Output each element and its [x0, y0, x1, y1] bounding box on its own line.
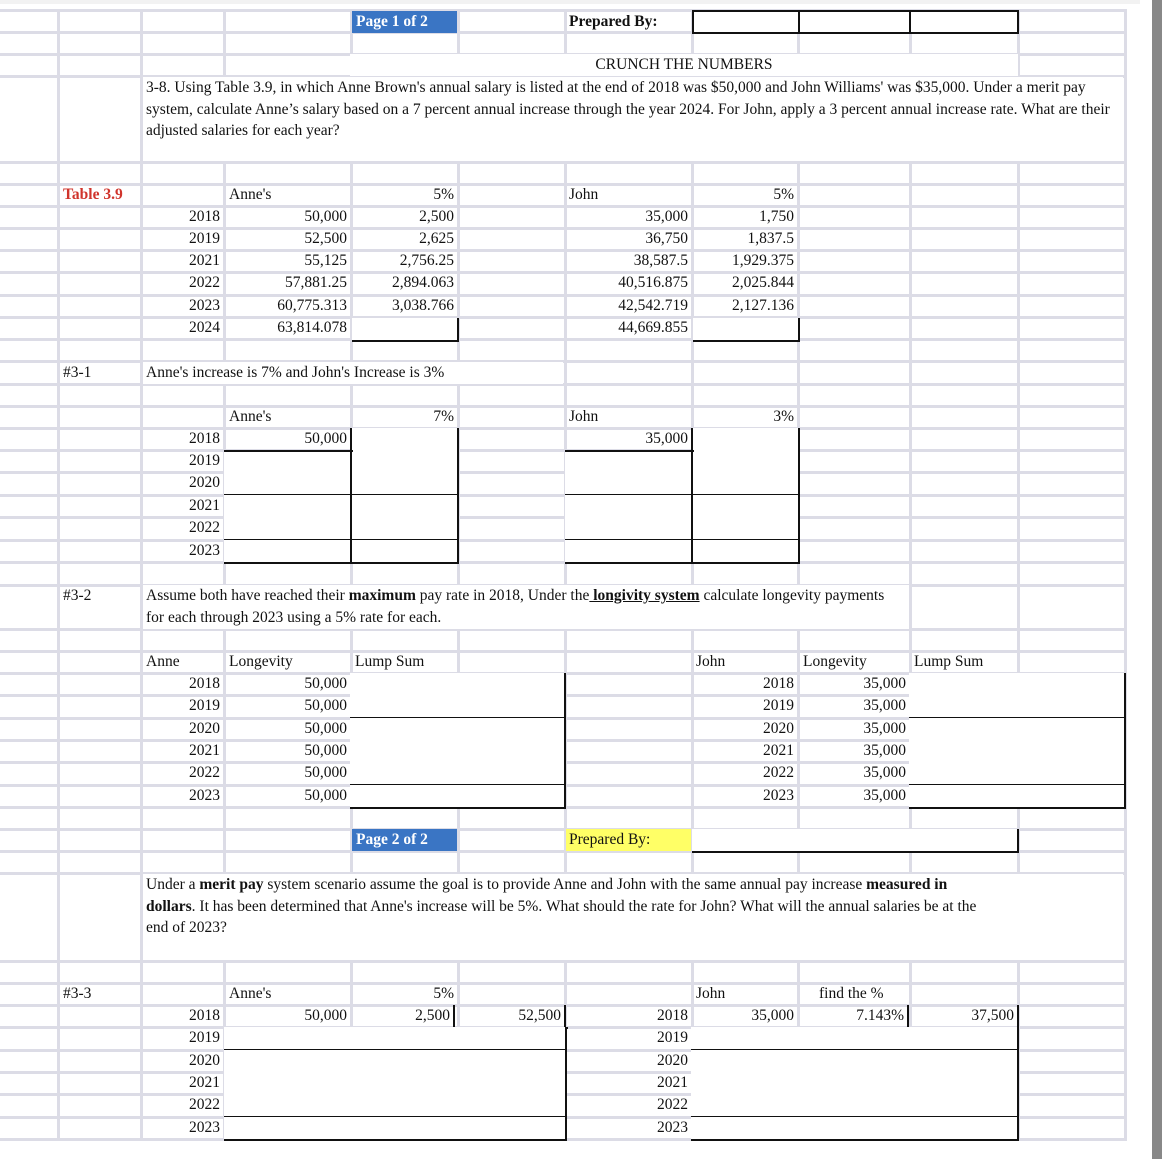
q32-text-post: calculate longevity payments for each through 2023 using a 5% rate for each. — [146, 587, 885, 626]
q31-john-start: 35,000 — [645, 430, 688, 447]
grid-line — [0, 161, 1127, 164]
table-year: 2018 — [189, 208, 220, 225]
q31-year: 2018 — [189, 430, 220, 447]
q33-anne-increase-input[interactable] — [350, 1117, 459, 1141]
q33-anne-header: Anne's — [229, 985, 272, 1002]
q33-label: #3-3 — [63, 985, 92, 1002]
q32-text-pre: Assume both have reached their — [146, 587, 349, 604]
q33-anne-total-input[interactable] — [457, 1027, 567, 1051]
grid-line — [140, 10, 143, 1140]
q31-john-increase-input[interactable] — [691, 472, 800, 496]
q33-row1-bottom-john[interactable] — [797, 1005, 1019, 1029]
q33-anne-total: 52,500 — [459, 1005, 566, 1027]
q33-anne-year: 2018 — [189, 1007, 220, 1024]
toolbar-edge — [0, 0, 1140, 4]
page-2-question-text — [143, 874, 1123, 960]
anne-header: Anne's — [229, 186, 272, 203]
q33-anne-salary-input[interactable] — [224, 1094, 353, 1118]
john-salary: 40,516.875 — [618, 274, 688, 291]
q33-anne-increase-input[interactable] — [350, 1072, 459, 1096]
q33-anne-increase-input[interactable] — [350, 1050, 459, 1074]
q32-john-lump-sum-input[interactable] — [909, 673, 1019, 697]
q32-john-year: 2020 — [763, 720, 794, 737]
q31-john-salary-input[interactable] — [565, 540, 694, 564]
q33-john-year: 2018 — [657, 1007, 688, 1024]
q31-anne-increase-input[interactable] — [350, 495, 459, 519]
anne-increase: 2,625 — [419, 230, 454, 247]
q33-anne-year: 2021 — [189, 1074, 220, 1091]
q32-john-lump-sum-input[interactable] — [909, 718, 1019, 742]
grid-line — [350, 10, 353, 1140]
q32-john-extra-input[interactable] — [1017, 740, 1126, 764]
page-2-prepared-by-input-1[interactable] — [692, 829, 800, 853]
q32-anne-longevity: 50,000 — [304, 787, 347, 804]
john-salary: 36,750 — [645, 230, 688, 247]
john-salary: 35,000 — [645, 208, 688, 225]
q31-john-salary-input[interactable] — [565, 517, 694, 541]
page2-text-bold2: measured in dollars — [146, 876, 948, 915]
page-2-prepared-by-input-3[interactable] — [909, 829, 1019, 853]
q32-john-lump-sum-input[interactable] — [909, 695, 1019, 719]
grid-line — [57, 10, 60, 1140]
q31-anne-salary-input[interactable] — [224, 517, 353, 541]
q32-text-underline: longivity system — [589, 587, 700, 604]
q31-anne-salary-input[interactable] — [224, 472, 353, 496]
q31-john-rate: 3% — [773, 408, 794, 425]
q33-john-rate-input[interactable] — [797, 1027, 911, 1051]
page-2-prepared-by-input-2[interactable] — [798, 829, 911, 853]
john-increase: 1,929.375 — [732, 252, 794, 269]
q32-anne-year: 2018 — [189, 675, 220, 692]
q33-john-year: 2021 — [657, 1074, 688, 1091]
q33-john-total-input[interactable] — [909, 1094, 1019, 1118]
q31-year: 2020 — [189, 474, 220, 491]
q32-john-year: 2021 — [763, 742, 794, 759]
q33-anne-salary-input[interactable] — [224, 1027, 353, 1051]
q32-john-year: 2022 — [763, 764, 794, 781]
q32-text-bold: maximum — [348, 587, 416, 604]
anne-salary: 57,881.25 — [285, 274, 347, 291]
john-salary: 38,587.5 — [633, 252, 688, 269]
table-year: 2023 — [189, 297, 220, 314]
q33-anne-total-input[interactable] — [457, 1094, 567, 1118]
john-header: John — [569, 186, 599, 203]
q32-anne-longevity: 50,000 — [304, 720, 347, 737]
page2-text-mid: system scenario assume the goal is to provide Anne and John with the same annual pay increase — [263, 876, 867, 893]
anne-increase: 2,894.063 — [392, 274, 454, 291]
table-year: 2021 — [189, 252, 220, 269]
q33-john-salary-input[interactable] — [691, 1050, 800, 1074]
john-increase: 2,025.844 — [732, 274, 794, 291]
q32-anne-longevity: 50,000 — [304, 675, 347, 692]
q31-anne-increase-input[interactable] — [350, 517, 459, 541]
q31-label: #3-1 — [63, 364, 92, 381]
q33-anne-year: 2022 — [189, 1096, 220, 1113]
q31-john-2018-bottom[interactable] — [565, 428, 694, 452]
q31-anne-salary-input[interactable] — [224, 495, 353, 519]
q31-anne-increase-input[interactable] — [350, 540, 459, 564]
q31-year: 2019 — [189, 452, 220, 469]
q33-anne-salary-input[interactable] — [224, 1050, 353, 1074]
problem-3-8-text: 3-8. Using Table 3.9, in which Anne Brown's annual salary is listed at the end of 2018 was $50,000 and John Williams' was $35,000. Under a merit pay system, calculate Anne’s salary based on a 7 percent annual increase through the year 2024. For John, apply a 3 percent annual increase rate. What are their adjusted salaries for each year? — [143, 77, 1123, 161]
q33-john-rate-input[interactable] — [797, 1072, 911, 1096]
q32-john-extra-input[interactable] — [1017, 695, 1126, 719]
q32-anne-extra-input[interactable] — [457, 762, 566, 786]
q33-anne-year: 2019 — [189, 1029, 220, 1046]
q31-john-header: John — [569, 408, 599, 425]
anne-salary: 50,000 — [304, 208, 347, 225]
q33-john-salary-input[interactable] — [691, 1072, 800, 1096]
vertical-scrollbar[interactable] — [1152, 0, 1162, 1159]
q33-anne-increase-input[interactable] — [350, 1094, 459, 1118]
q32-john-longevity: 35,000 — [863, 742, 906, 759]
anne-2024-increase-cell[interactable] — [352, 318, 459, 342]
q33-anne-total-input[interactable] — [457, 1117, 567, 1141]
q32-john-year: 2018 — [763, 675, 794, 692]
grid-line — [1124, 10, 1127, 1140]
q31-anne-start: 50,000 — [304, 430, 347, 447]
q33-john-rate-input[interactable] — [797, 1050, 911, 1074]
q33-john-year: 2022 — [657, 1096, 688, 1113]
john-rate: 5% — [773, 186, 794, 203]
q33-john-start: 35,000 — [751, 1007, 794, 1024]
q32-anne-extra-input[interactable] — [457, 673, 566, 697]
q31-john-salary-input[interactable] — [565, 495, 694, 519]
q32-john-longevity: 35,000 — [863, 720, 906, 737]
q32-anne-extra-input[interactable] — [457, 718, 566, 742]
q32-john-lump-sum-header: Lump Sum — [914, 653, 984, 670]
q32-anne-lump-sum-header: Lump Sum — [355, 653, 425, 670]
q32-john-lump-sum-input[interactable] — [909, 762, 1019, 786]
q32-anne-lump-sum-input[interactable] — [350, 673, 459, 697]
q31-anne-rate: 7% — [433, 408, 454, 425]
q33-anne-start: 50,000 — [304, 1007, 347, 1024]
q33-anne-salary-input[interactable] — [224, 1072, 353, 1096]
grid-line — [1017, 10, 1020, 1140]
q32-anne-lump-sum-input[interactable] — [350, 695, 459, 719]
grid-line — [0, 183, 1127, 186]
q33-john-salary-input[interactable] — [691, 1027, 800, 1051]
grid-line — [909, 10, 912, 1140]
q33-john-salary-input[interactable] — [691, 1117, 800, 1141]
q33-john-year: 2020 — [657, 1052, 688, 1069]
q31-john-increase-input[interactable] — [691, 517, 800, 541]
q32-john-header: John — [696, 653, 726, 670]
q32-john-lump-sum-input[interactable] — [909, 740, 1019, 764]
q32-anne-year: 2022 — [189, 764, 220, 781]
q32-john-extra-input[interactable] — [1017, 785, 1126, 809]
q33-john-rate-input[interactable] — [797, 1094, 911, 1118]
q31-john-increase-input[interactable] — [691, 450, 800, 474]
grid-line — [0, 982, 1127, 985]
q32-anne-lump-sum-input[interactable] — [350, 740, 459, 764]
q32-anne-longevity: 50,000 — [304, 764, 347, 781]
q31-year: 2023 — [189, 542, 220, 559]
q32-john-year: 2019 — [763, 697, 794, 714]
grid-line — [223, 10, 226, 1140]
john-increase: 2,127.136 — [732, 297, 794, 314]
q32-john-longevity-header: Longevity — [803, 653, 867, 670]
page-2-prepared-by-label: Prepared By: — [566, 829, 691, 851]
q31-john-salary-input[interactable] — [565, 450, 694, 474]
q31-anne-salary-input[interactable] — [224, 540, 353, 564]
q31-anne-increase-input[interactable] — [350, 472, 459, 496]
table-year: 2022 — [189, 274, 220, 291]
q31-year: 2021 — [189, 497, 220, 514]
q32-anne-lump-sum-input[interactable] — [350, 785, 459, 809]
john-2024-increase-cell[interactable] — [693, 318, 800, 342]
q32-anne-lump-sum-input[interactable] — [350, 762, 459, 786]
q33-john-salary-input[interactable] — [691, 1094, 800, 1118]
q33-anne-increase: 2,500 — [352, 1005, 455, 1027]
q32-anne-year: 2023 — [189, 787, 220, 804]
q31-john-increase-input[interactable] — [691, 540, 800, 564]
q32-anne-year: 2021 — [189, 742, 220, 759]
q31-john-increase-input[interactable] — [691, 495, 800, 519]
q32-john-extra-input[interactable] — [1017, 762, 1126, 786]
anne-salary: 60,775.313 — [277, 297, 347, 314]
q33-john-year: 2023 — [657, 1119, 688, 1136]
q32-anne-extra-input[interactable] — [457, 740, 566, 764]
john-increase: 1,750 — [759, 208, 794, 225]
q33-anne-salary-input[interactable] — [224, 1117, 353, 1141]
q31-anne-salary-input[interactable] — [224, 450, 353, 474]
table-year: 2019 — [189, 230, 220, 247]
q33-john-rate: 7.143% — [800, 1005, 909, 1027]
grid-line — [0, 405, 1127, 408]
q31-text: Anne's increase is 7% and John's Increase is 3% — [143, 362, 563, 384]
q32-text-mid: pay rate in 2018, Under the — [415, 587, 590, 604]
q33-anne-year: 2020 — [189, 1052, 220, 1069]
q33-anne-rate: 5% — [433, 985, 454, 1002]
prepared-by-input-2[interactable] — [798, 10, 911, 34]
prepared-by-input-1[interactable] — [692, 10, 800, 34]
q32-anne-longevity: 50,000 — [304, 742, 347, 759]
grid-line — [457, 10, 460, 1140]
table-3-9-label: Table 3.9 — [63, 186, 123, 203]
anne-rate: 5% — [433, 186, 454, 203]
anne-salary: 52,500 — [304, 230, 347, 247]
grid-line — [0, 960, 1127, 963]
q32-john-extra-input[interactable] — [1017, 673, 1126, 697]
q32-text — [143, 585, 909, 629]
grid-line — [691, 10, 694, 1140]
q33-john-total-input[interactable] — [909, 1117, 1019, 1141]
q32-john-longevity: 35,000 — [863, 764, 906, 781]
q32-john-year: 2023 — [763, 787, 794, 804]
q32-john-longevity: 35,000 — [863, 675, 906, 692]
anne-increase: 3,038.766 — [392, 297, 454, 314]
anne-increase: 2,756.25 — [399, 252, 454, 269]
john-salary: 44,669.855 — [618, 319, 688, 336]
sheet-title: CRUNCH THE NUMBERS — [350, 54, 1018, 76]
q31-anne-2018-bottom[interactable] — [224, 428, 353, 452]
q33-john-rate-input[interactable] — [797, 1117, 911, 1141]
page2-text-post: . It has been determined that Anne's increase will be 5%. What should the rate for John? What will the annual salaries be at the end of 2023? — [146, 897, 977, 936]
q32-anne-longevity-header: Longevity — [229, 653, 293, 670]
q33-john-header: John — [696, 985, 726, 1002]
q33-john-rate-header: find the % — [819, 985, 884, 1002]
q33-john-total-input[interactable] — [909, 1027, 1019, 1051]
q32-john-lump-sum-input[interactable] — [909, 785, 1019, 809]
q33-john-total-input[interactable] — [909, 1072, 1019, 1096]
anne-salary: 63,814.078 — [277, 319, 347, 336]
page2-text-bold1: merit pay — [199, 876, 264, 893]
q33-john-year: 2019 — [657, 1029, 688, 1046]
john-increase: 1,837.5 — [747, 230, 794, 247]
grid-line — [797, 10, 800, 1140]
page2-text-pre: Under a — [146, 876, 200, 893]
q31-anne-increase-input[interactable] — [350, 450, 459, 474]
prepared-by-input-3[interactable] — [909, 10, 1019, 34]
q32-john-extra-input[interactable] — [1017, 718, 1126, 742]
q33-anne-year: 2023 — [189, 1119, 220, 1136]
q32-anne-year: 2019 — [189, 697, 220, 714]
anne-increase: 2,500 — [419, 208, 454, 225]
q32-anne-longevity: 50,000 — [304, 697, 347, 714]
q32-label: #3-2 — [63, 587, 92, 604]
q31-john-2018-increase-input[interactable] — [691, 428, 800, 452]
q31-anne-2018-increase-input[interactable] — [350, 428, 459, 452]
q33-anne-total-input[interactable] — [457, 1050, 567, 1074]
q32-anne-lump-sum-input[interactable] — [350, 718, 459, 742]
q32-john-longevity: 35,000 — [863, 697, 906, 714]
q32-anne-year: 2020 — [189, 720, 220, 737]
anne-salary: 55,125 — [304, 252, 347, 269]
table-year: 2024 — [189, 319, 220, 336]
q33-row1-bottom-anne[interactable] — [350, 1005, 568, 1029]
q32-john-longevity: 35,000 — [863, 787, 906, 804]
q33-john-total-input[interactable] — [909, 1050, 1019, 1074]
q33-john-total: 37,500 — [911, 1005, 1019, 1027]
q31-anne-header: Anne's — [229, 408, 272, 425]
grid-line — [564, 10, 567, 1140]
page-1-badge: Page 1 of 2 — [352, 11, 457, 33]
q32-anne-header: Anne — [146, 653, 180, 670]
john-salary: 42,542.719 — [618, 297, 688, 314]
page-2-badge: Page 2 of 2 — [352, 829, 457, 851]
q31-year: 2022 — [189, 519, 220, 536]
q31-john-salary-input[interactable] — [565, 472, 694, 496]
q32-anne-extra-input[interactable] — [457, 785, 566, 809]
q33-anne-increase-input[interactable] — [350, 1027, 459, 1051]
q32-anne-extra-input[interactable] — [457, 695, 566, 719]
q33-anne-total-input[interactable] — [457, 1072, 567, 1096]
prepared-by-label: Prepared By: — [569, 13, 658, 30]
